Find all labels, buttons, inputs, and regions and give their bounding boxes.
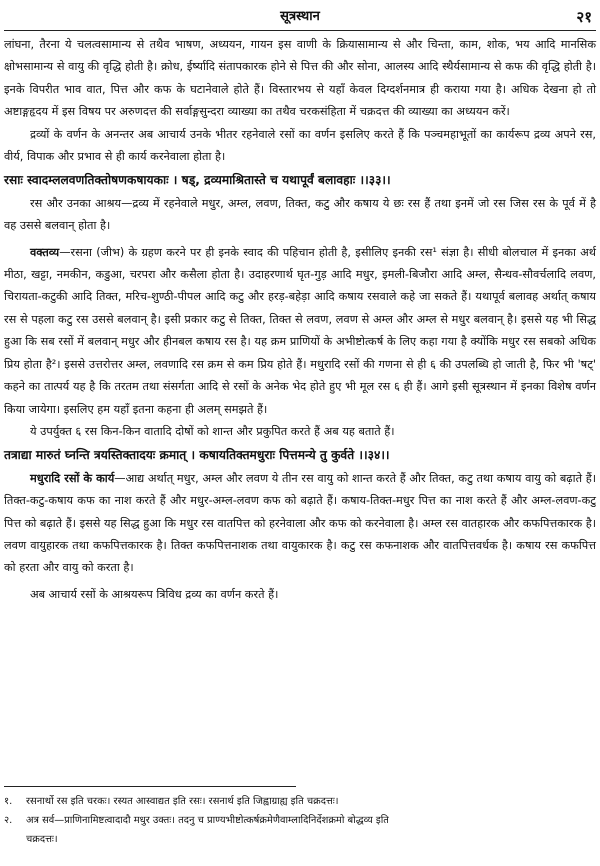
footnote-text: अत्र सर्व—प्राणिनामिष्टत्वादादौ मधुर उक्तः। तदनु च प्राण्यभीष्टोत्कर्षक्रमेणैवाम्लादिनिर्देशक्रमो बोद्धव्य इति: [26, 815, 389, 826]
footnote-number: १.: [4, 796, 13, 807]
commentary-paragraph: [4, 242, 596, 421]
paragraph: अब आचार्य रसों के आश्रयरूप त्रिविध द्रव्य का वर्णन करते हैं।: [30, 587, 279, 601]
footnotes: [4, 792, 596, 849]
footnote-rule: [4, 786, 296, 787]
section-heading: मधुरादि रसों के कार्य: [30, 471, 115, 485]
commentary-paragraph: [4, 468, 596, 580]
paragraph: लांघना, तैरना ये चलत्वसामान्य से तथैव भाषण, अध्ययन, गायन इस वाणी के क्रियासामान्य से और चिन्ता, काम, शोक, भय आदि मानसिक क्षोभसामान्य से वायु की वृद्धि होती है। क्रोध, ईर्ष्यादि संतापकारक होने से पित्त की और सोना, आलस्य आदि स्थैर्यसामान्य से कफ की वृद्धि होती है। इनके विपरीत भाव वात, पित्त और कफ के घटानेवाले होते हैं। विस्तारभय से यहाँ केवल दिग्दर्शनमात्र ही कराया गया है। अधिक देखना हो तो अष्टाङ्गहृदय में इस विषय पर अरुणदत्त की सर्वाङ्गसुन्दरा व्याख्या का तथैव चरकसंहिता में चक्रदत्त की व्याख्या का अध्ययन करें।: [4, 38, 596, 119]
commentary-heading: वक्तव्य: [30, 245, 60, 259]
chapter-title: सूत्रस्थान: [280, 9, 320, 24]
running-header: [0, 6, 600, 28]
footnote-text: रसनार्थो रस इति चरकः। रस्यत आस्वाद्यत इति रसः। रसनार्थ इति जिह्वाग्राह्य इति चक्रदत्तः।: [26, 796, 339, 807]
paragraph: रस और उनका आश्रय—द्रव्य में रहनेवाले मधुर, अम्ल, लवण, तिक्त, कटु और कषाय ये छः रस हैं तथा इनमें जो रस जिस रस के पूर्व में है वह उससे बलवान् होता है।: [4, 196, 596, 233]
footnote-1: [4, 792, 596, 811]
footnote-number: २.: [4, 815, 13, 826]
sutra-verse-33: रसाः स्वादम्ललवणतिक्तोषणकषायकाः । षड्, द्रव्यमाश्रितास्ते च यथापूर्वं बलावहाः ।।३३।।: [4, 173, 391, 188]
footnote-2-continued: चक्रदत्तः।: [26, 834, 58, 845]
section-text: —आद्य अर्थात् मधुर, अम्ल और लवण ये तीन रस वायु को शान्त करते हैं और तिक्त, कटु तथा कषाय वायु को बढ़ाते हैं। तिक्त-कटु-कषाय कफ का नाश करते हैं और मधुर-अम्ल-लवण कफ को बढ़ाते हैं। कषाय-तिक्त-मधुर पित्त का नाश करते हैं और अम्ल-लवण-कटु पित्त को बढ़ाते हैं। इससे यह सिद्ध हुआ कि मधुर रस वातपित्त को हरनेवाला और कफ को करनेवाला है। अम्ल रस वातहारक और कफपित्तकारक है। लवण वायुहारक तथा कफपित्तकारक है। तिक्त कफपित्तनाशक तथा वायुकारक है। कटु रस कफनाशक और वातपित्तवर्धक है। कषाय रस कफपित्त को हरता और वायु को करता है।: [4, 471, 596, 575]
paragraph: ये उपर्युक्त ६ रस किन-किन वातादि दोषों को शान्त और प्रकुपित करते हैं अब यह बताते हैं।: [30, 424, 395, 438]
footnote-2: [4, 811, 596, 830]
header-rule: [4, 30, 596, 31]
sutra-verse-34: तत्राद्या मारुतं घ्नन्ति त्रयस्तिक्तादयः क्रमात् । कषायतिक्तमधुराः पित्तमन्ये तु कुर्वते ।।३४।।: [4, 448, 390, 463]
commentary-text: —रसना (जीभ) के ग्रहण करने पर ही इनके स्वाद की पहिचान होती है, इसीलिए इनकी रस¹ संज्ञा है। सीधी बोलचाल में इनका अर्थ मीठा, खट्टा, नमकीन, कडुआ, चरपरा और कसैला होता है। उदाहरणार्थ घृत-गुड़ आदि मधुर, इमली-बिजौरा आदि अम्ल, सैन्धव-सौवर्चलादि लवण, चिरायता-कटुकी आदि तिक्त, मरिच-शुण्ठी-पीपल आदि कटु और हरड़-बहेड़ा आदि कषाय रसवाले कहे जा सकते हैं। यथापूर्व बलावह अर्थात् कषाय रस से पहला कटु रस उससे बलवान् है। इसी प्रकार कटु से तिक्त, तिक्त से लवण, लवण से अम्ल और अम्ल से मधुर बलवान् है। इससे यह भी सिद्ध हुआ कि सब रसों में बलवान् मधुर और हीनबल कषाय रस है। यह क्रम प्राणियों के अभीष्टोत्कर्ष के लिए कहा गया है क्योंकि मधुर रस सबको अधिक प्रिय होता है²। इससे उत्तरोत्तर अम्ल, लवणादि रस क्रम से कम प्रिय होते हैं। मधुरादि रसों की गणना से ही ६ की उपलब्धि हो जाती है, फिर भी 'षट्' कहने का तात्पर्य यह है कि तरतम तथा संसर्गता आदि से रसों के अनेक भेद होते हुए भी मूल रस ६ ही हैं। आगे इसी सूत्रस्थान में इनका विशेष वर्णन किया जायेगा। इसलिए हम यहाँ इतना कहना ही अलम् समझते हैं।: [4, 245, 596, 416]
main-text: [4, 34, 596, 606]
page-number: २१: [576, 8, 592, 26]
paragraph: द्रव्यों के वर्णन के अनन्तर अब आचार्य उनके भीतर रहनेवाले रसों का वर्णन इसलिए करते हैं कि पञ्चमहाभूतों का कार्यरूप द्रव्य अपने रस, वीर्य, विपाक और प्रभाव से ही कार्य करनेवाला होता है।: [4, 127, 596, 164]
